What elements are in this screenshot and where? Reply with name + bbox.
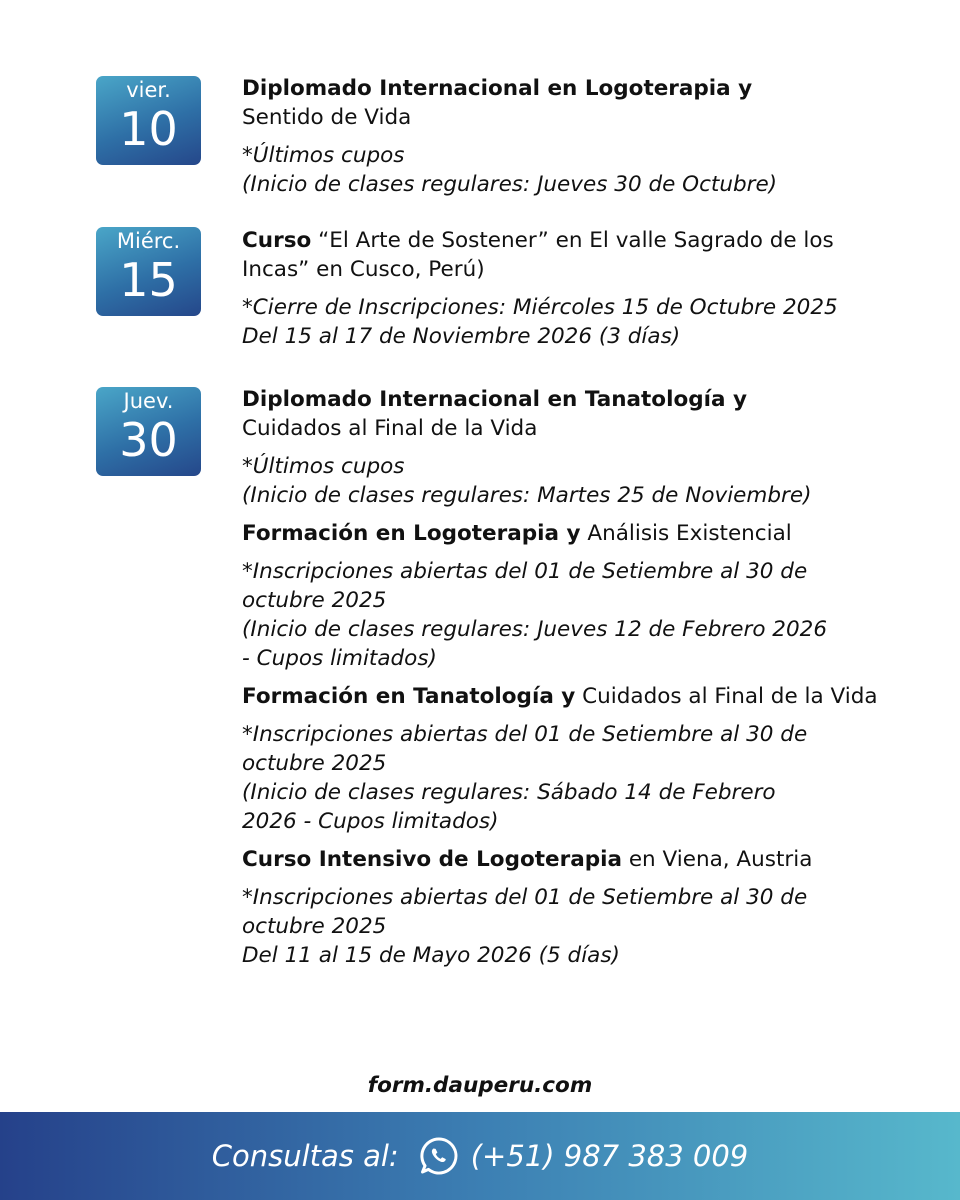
date-day: 10	[119, 102, 178, 156]
date-badge-mierc-15	[96, 227, 201, 316]
event-note: *Últimos cupos	[242, 454, 405, 479]
event-title-line	[242, 385, 932, 414]
event-note: (Inicio de clases regulares: Jueves 30 de Octubre)	[242, 172, 778, 197]
program-note: *Inscripciones abiertas del 01 de Setiembre al 30 de	[242, 722, 808, 747]
event-note: *Últimos cupos	[242, 143, 405, 168]
program-title-rest: Cuidados al Final de la Vida	[575, 684, 878, 709]
event-3	[242, 385, 932, 970]
program-note: *Inscripciones abiertas del 01 de Setiembre al 30 de	[242, 559, 808, 584]
program-note: - Cupos limitados)	[242, 646, 437, 671]
website-link[interactable]: form.dauperu.com	[367, 1073, 593, 1098]
event-title-rest: Sentido de Vida	[242, 105, 412, 130]
date-day: 15	[119, 253, 178, 307]
program-note: (Inicio de clases regulares: Sábado 14 de Febrero	[242, 780, 776, 805]
phone-number[interactable]: (+51) 987 383 009	[470, 1139, 749, 1173]
event-note: *Cierre de Inscripciones: Miércoles 15 de Octubre 2025	[242, 295, 838, 320]
event-title-line2: Incas” en Cusco, Perú)	[242, 257, 485, 282]
event-2	[242, 226, 932, 351]
event-title-line	[242, 226, 932, 255]
event-title-bold: Curso	[242, 228, 312, 253]
event-note: (Inicio de clases regulares: Martes 25 de Noviembre)	[242, 483, 812, 508]
event-1	[242, 74, 932, 199]
contact-footer	[0, 1112, 960, 1200]
program-note: octubre 2025	[242, 588, 387, 613]
event-title-bold: Diplomado Internacional en Logoterapia y	[242, 76, 753, 101]
program-title-bold: Formación en Tanatología y	[242, 684, 576, 709]
program-note: 2026 - Cupos limitados)	[242, 809, 499, 834]
event-title-line	[242, 74, 932, 103]
date-day: 30	[119, 413, 178, 467]
program-title	[242, 845, 932, 874]
event-note: Del 15 al 17 de Noviembre 2026 (3 días)	[242, 324, 681, 349]
footer-label: Consultas al:	[211, 1139, 399, 1173]
program-note: octubre 2025	[242, 751, 387, 776]
date-weekday: Miérc.	[116, 229, 181, 253]
event-title-bold: Diplomado Internacional en Tanatología y	[242, 387, 747, 412]
program-note: *Inscripciones abiertas del 01 de Setiembre al 30 de	[242, 885, 808, 910]
event-title-rest: “El Arte de Sostener” en El valle Sagrado de los	[311, 228, 834, 253]
program-title	[242, 519, 932, 548]
program-title	[242, 682, 932, 711]
program-note: octubre 2025	[242, 914, 387, 939]
program-note: (Inicio de clases regulares: Jueves 12 de Febrero 2026	[242, 617, 828, 642]
program-title-rest: Análisis Existencial	[580, 521, 792, 546]
date-badge-vier-10	[96, 76, 201, 165]
program-note: Del 11 al 15 de Mayo 2026 (5 días)	[242, 943, 620, 968]
date-weekday: vier.	[126, 78, 171, 102]
date-weekday: Juev.	[123, 389, 174, 413]
event-title-rest: Cuidados al Final de la Vida	[242, 416, 538, 441]
program-title-bold: Curso Intensivo de Logoterapia	[242, 847, 622, 872]
program-title-bold: Formación en Logoterapia y	[242, 521, 581, 546]
date-badge-juev-30	[96, 387, 201, 476]
whatsapp-icon[interactable]	[419, 1136, 459, 1176]
program-title-rest: en Viena, Austria	[621, 847, 813, 872]
